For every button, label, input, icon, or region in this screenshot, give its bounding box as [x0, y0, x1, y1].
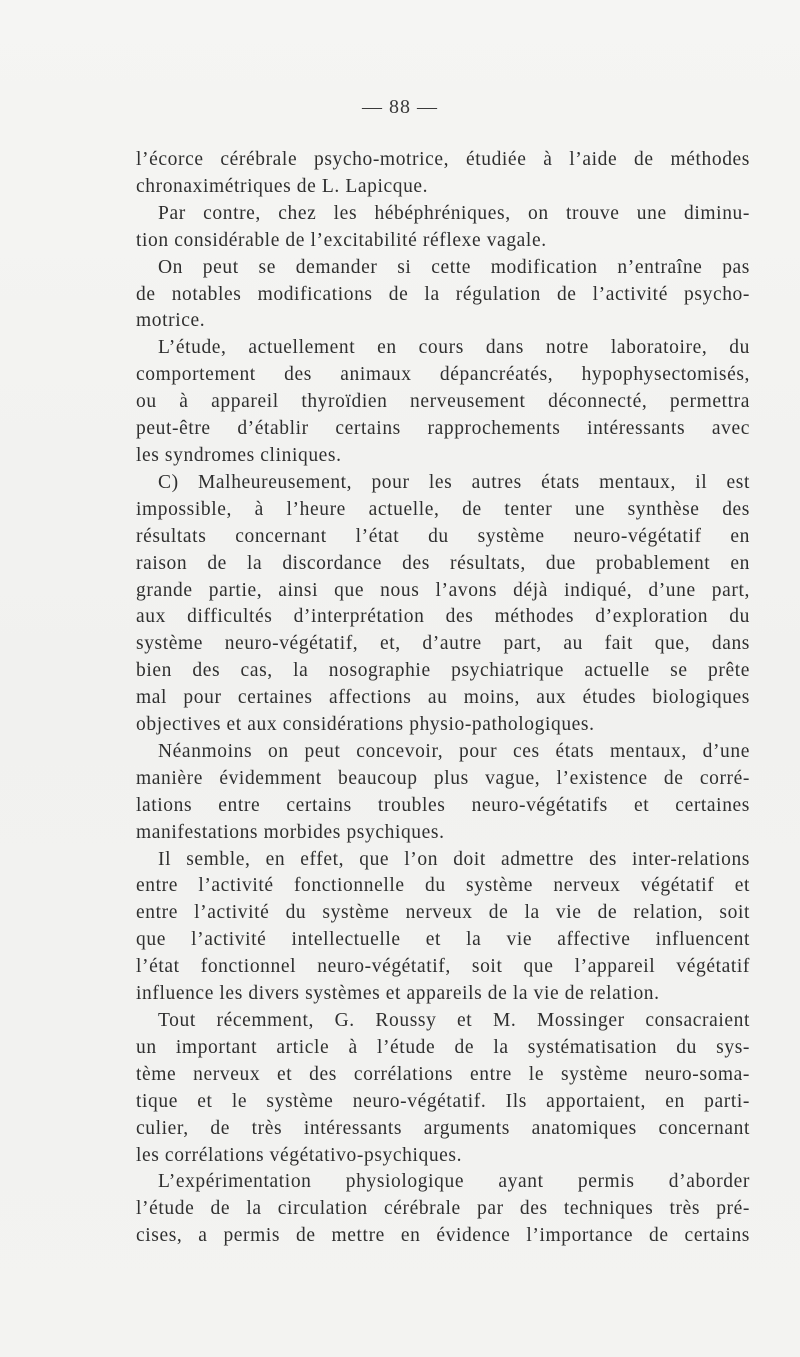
text-line: les syndromes cliniques.: [136, 444, 342, 466]
text-line: L’expérimentation physiologique ayant permis d’aborder: [158, 1171, 750, 1193]
text-line: Par contre, chez les hébéphréniques, on trouve une diminu-: [158, 202, 750, 224]
text-line: entre l’activité fonctionnelle du système nerveux végétatif et: [136, 875, 750, 897]
text-line: manière évidemment beaucoup plus vague, l’existence de corré-: [136, 767, 750, 789]
text-line: système neuro-végétatif, et, d’autre part, au fait que, dans: [136, 633, 750, 655]
paragraph-0: [136, 147, 750, 201]
text-line: culier, de très intéressants arguments anatomiques concernant: [136, 1117, 750, 1139]
text-line: mal pour certaines affections au moins, aux études biologiques: [136, 687, 750, 709]
text-line: comportement des animaux dépancréatés, hypophysectomisés,: [136, 364, 750, 386]
text-line: C) Malheureusement, pour les autres états mentaux, il est: [158, 471, 750, 493]
text-line: de notables modifications de la régulation de l’activité psycho-: [136, 283, 750, 305]
text-line: entre l’activité du système nerveux de la vie de relation, soit: [136, 902, 750, 924]
text-line: On peut se demander si cette modification n’entraîne pas: [158, 256, 750, 278]
body-text: [136, 147, 750, 1250]
text-line: chronaximétriques de L. Lapicque.: [136, 175, 429, 197]
paragraph-8: [136, 1169, 750, 1250]
text-line: Tout récemment, G. Roussy et M. Mossinger consacraient: [158, 1010, 750, 1031]
text-line: Néanmoins on peut concevoir, pour ces états mentaux, d’une: [158, 740, 750, 762]
paragraph-7: [136, 1008, 750, 1169]
paragraph-2: [136, 255, 750, 336]
paragraph-4: [136, 470, 750, 739]
text-line: Il semble, en effet, que l’on doit admettre des inter-relations: [158, 848, 750, 870]
text-line: tème nerveux et des corrélations entre le système neuro-soma-: [136, 1063, 750, 1085]
text-line: manifestations morbides psychiques.: [136, 821, 445, 843]
text-line: objectives et aux considérations physio-pathologiques.: [136, 714, 595, 736]
text-line: grande partie, ainsi que nous l’avons déjà indiqué, d’une part,: [136, 579, 750, 601]
text-line: que l’activité intellectuelle et la vie affective influencent: [136, 929, 750, 951]
paragraph-3: [136, 335, 750, 470]
text-line: impossible, à l’heure actuelle, de tenter une synthèse des: [136, 498, 750, 520]
page-number: — 88 —: [362, 96, 438, 118]
text-line: aux difficultés d’interprétation des méthodes d’exploration du: [136, 606, 750, 628]
text-line: peut-être d’établir certains rapprochements intéressants avec: [136, 418, 750, 440]
text-line: bien des cas, la nosographie psychiatrique actuelle se prête: [136, 660, 750, 682]
text-line: influence les divers systèmes et appareils de la vie de relation.: [136, 983, 660, 1005]
text-line: raison de la discordance des résultats, due probablement en: [136, 552, 750, 574]
text-line: résultats concernant l’état du système neuro-végétatif en: [136, 525, 750, 547]
text-line: tion considérable de l’excitabilité réflexe vagale.: [136, 229, 547, 251]
text-line: tique et le système neuro-végétatif. Ils apportaient, en parti-: [136, 1090, 750, 1112]
paragraph-1: [136, 201, 750, 255]
text-line: lations entre certains troubles neuro-végétatifs et certaines: [136, 794, 750, 816]
text-line: motrice.: [136, 310, 206, 332]
text-line: cises, a permis de mettre en évidence l’importance de certains: [136, 1225, 750, 1247]
paragraph-6: [136, 847, 750, 1008]
text-line: l’étude de la circulation cérébrale par des techniques très pré-: [136, 1198, 750, 1220]
text-line: les corrélations végétativo-psychiques.: [136, 1144, 463, 1166]
text-line: ou à appareil thyroïdien nerveusement déconnecté, permettra: [136, 391, 750, 413]
text-line: un important article à l’étude de la systématisation du sys-: [136, 1036, 750, 1058]
text-line: l’écorce cérébrale psycho-motrice, étudiée à l’aide de méthodes: [136, 149, 750, 170]
text-line: L’étude, actuellement en cours dans notre laboratoire, du: [158, 337, 750, 359]
paragraph-5: [136, 739, 750, 847]
text-line: l’état fonctionnel neuro-végétatif, soit que l’appareil végétatif: [136, 956, 750, 978]
